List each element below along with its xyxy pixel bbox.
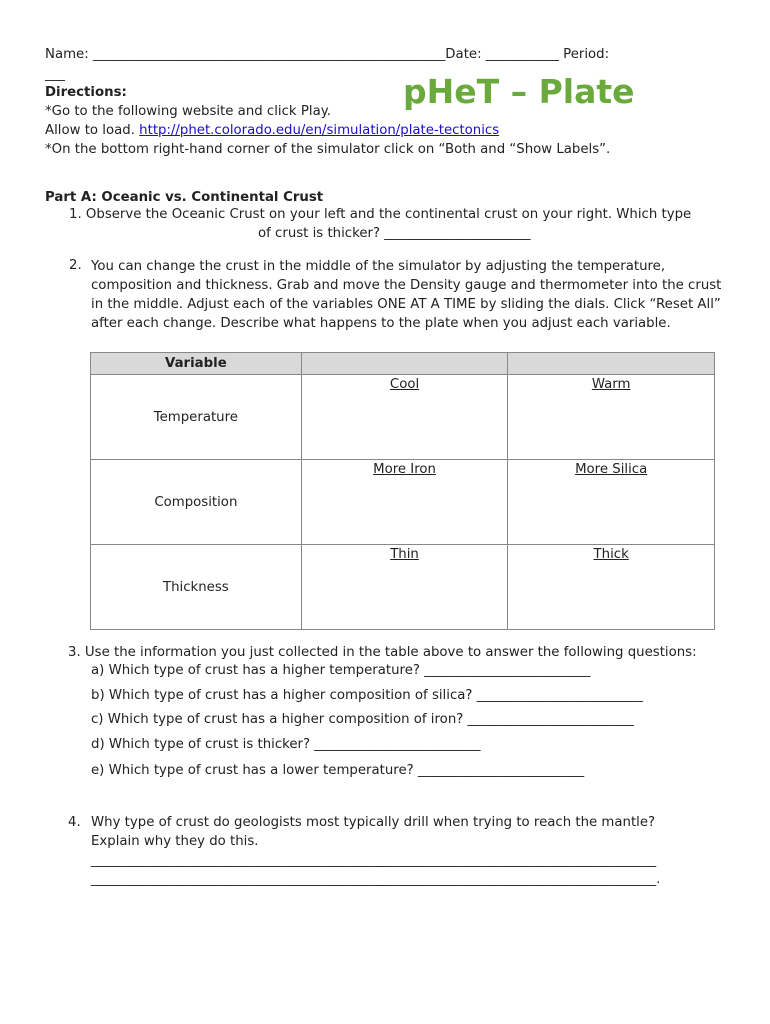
page-title: pHeT – Plate — [403, 72, 635, 111]
simulation-link[interactable]: http://phet.colorado.edu/en/simulation/plate-tectonics — [139, 123, 500, 138]
variable-label: Thickness — [91, 545, 302, 630]
name-date-period-line: Name: _____________________________________________________Date: ___________ Period: — [45, 47, 610, 62]
question-2-text: You can change the crust in the middle of the simulator by adjusting the temperature, composition and thickness. Grab and move the Density gauge and thermometer into the crust in the middle. Adjust each of the variables ONE AT A TIME by sliding the dials. Click “Reset All” after each change. Describe what happens to the plate when you adjust each variable. — [91, 259, 722, 331]
table-header-cell — [508, 353, 715, 375]
option-label: Warm — [591, 377, 631, 392]
question-3c: c) Which type of crust has a higher composition of iron? _________________________ — [91, 712, 634, 727]
table-row — [91, 375, 715, 460]
question-4-number: 4. — [68, 815, 81, 830]
question-1-line-2: of crust is thicker? ______________________ — [258, 226, 531, 241]
option-label: More Silica — [575, 462, 648, 477]
table-header-cell: Variable — [91, 353, 302, 375]
directions-heading: Directions: — [45, 85, 127, 100]
answer-line-1[interactable]: _____________________________________________________________________________________ — [91, 853, 657, 868]
variable-label: Temperature — [91, 375, 302, 460]
option-cell[interactable] — [508, 545, 715, 630]
question-4-line-1: Why type of crust do geologists most typically drill when trying to reach the mantle? — [91, 815, 656, 830]
question-3a: a) Which type of crust has a higher temperature? _________________________ — [91, 663, 591, 678]
directions-line-2-prefix: Allow to load. — [45, 123, 140, 138]
option-label: Thin — [390, 547, 419, 562]
question-4-line-2: Explain why they do this. — [91, 834, 259, 849]
option-cell[interactable] — [508, 375, 715, 460]
option-label: Cool — [389, 377, 420, 392]
question-1-line-1: 1. Observe the Oceanic Crust on your left and the continental crust on your right. Which type — [69, 207, 692, 222]
option-cell[interactable] — [301, 545, 508, 630]
question-3b: b) Which type of crust has a higher composition of silica? _________________________ — [91, 688, 643, 703]
table-row — [91, 545, 715, 630]
option-cell[interactable] — [301, 375, 508, 460]
option-cell[interactable] — [508, 460, 715, 545]
question-3d: d) Which type of crust is thicker? _________________________ — [91, 737, 481, 752]
option-label: More Iron — [373, 462, 436, 477]
variable-label: Composition — [91, 460, 302, 545]
answer-line-2[interactable]: _____________________________________________________________________________________. — [91, 872, 661, 887]
table-header-cell — [301, 353, 508, 375]
question-2-number: 2. — [69, 258, 82, 273]
option-label: Thick — [593, 547, 629, 562]
table-row — [91, 460, 715, 545]
directions-line-1: *Go to the following website and click Play. — [45, 104, 331, 119]
question-3-intro: 3. Use the information you just collected in the table above to answer the following questions: — [68, 645, 697, 660]
directions-line-2 — [45, 122, 499, 140]
question-3e: e) Which type of crust has a lower temperature? _________________________ — [91, 763, 585, 778]
directions-line-3: *On the bottom right-hand corner of the simulator click on “Both and “Show Labels”. — [45, 142, 611, 157]
period-blank: ___ — [45, 67, 65, 82]
table-header-row — [91, 353, 715, 375]
option-cell[interactable] — [301, 460, 508, 545]
variables-table — [90, 352, 715, 630]
part-a-heading: Part A: Oceanic vs. Continental Crust — [45, 190, 324, 205]
